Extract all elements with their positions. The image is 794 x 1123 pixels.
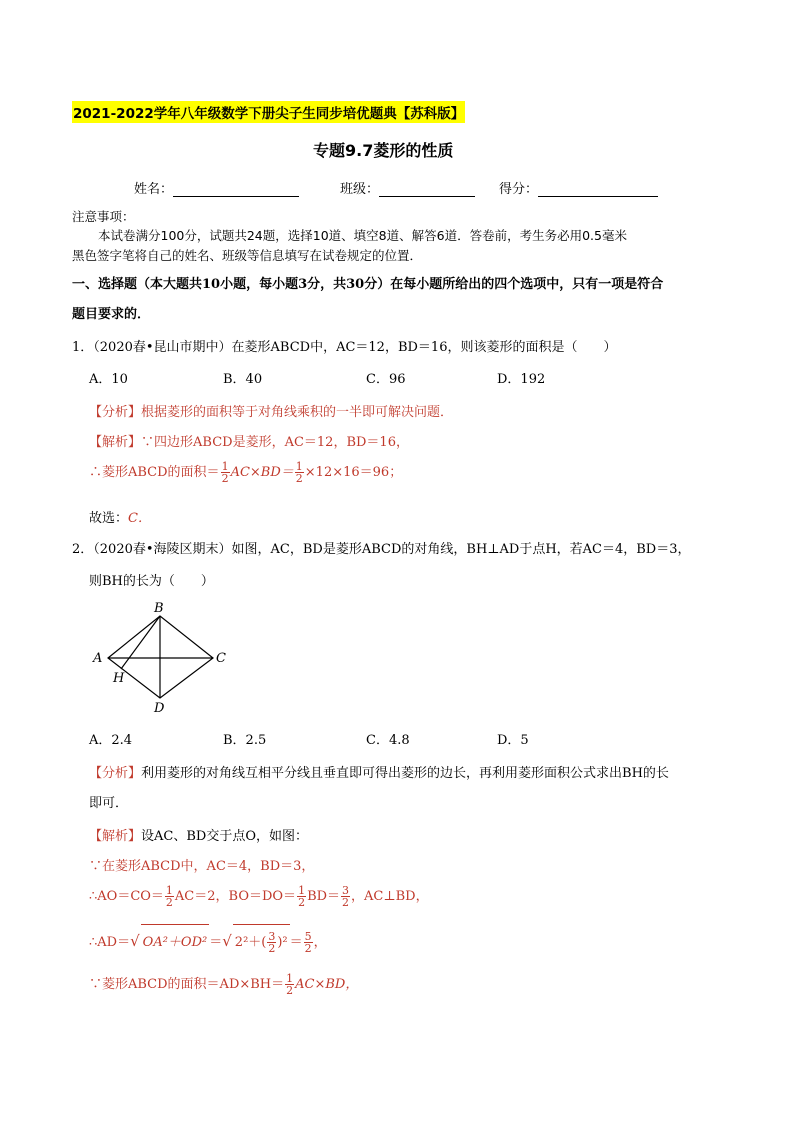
q1-solution-text1: ∵四边形ABCD是菱形，AC＝12，BD＝16，	[141, 435, 409, 450]
q1-solution-text2a: ∴菱形ABCD的面积＝	[89, 465, 220, 480]
q1-solution-line2	[89, 458, 402, 488]
q2-option-a: A．2.4	[89, 733, 133, 748]
q2-solution-tag: 【解析】	[89, 829, 142, 844]
q1-option-a: A．10	[89, 372, 128, 387]
frac-numerator: 5	[304, 930, 312, 943]
q2-solution-line4	[89, 923, 327, 961]
q1-stem: 1．（2020春•昆山市期中）在菱形ABCD中，AC＝12，BD＝16，则该菱形的面积是（ ）	[72, 340, 617, 355]
q1-solution-line1	[89, 431, 409, 450]
frac-denominator: 2	[342, 896, 350, 909]
q2-solution-line1	[89, 825, 308, 844]
q1-analysis-tag: 【分析】	[89, 405, 142, 420]
q2-rhombus-figure	[88, 598, 238, 718]
q2-solution-line5	[89, 968, 358, 1002]
q2-solution-line2: ∵在菱形ABCD中，AC＝4，BD＝3，	[89, 859, 315, 874]
q1-analysis	[89, 401, 453, 420]
q2-fraction-five-halves	[304, 931, 313, 954]
frac-denominator: 2	[304, 942, 312, 955]
q2-fraction-three-halves	[341, 885, 350, 908]
q2-option-d: D．5	[497, 733, 529, 748]
class-field	[340, 178, 475, 197]
q2-fraction-three-halves-2	[267, 931, 276, 954]
q2-fraction-half-1	[165, 885, 174, 908]
frac-numerator: 3	[342, 884, 350, 897]
frac-numerator: 1	[298, 884, 306, 897]
frac-denominator: 2	[298, 896, 306, 909]
section1-heading-line1: 一、选择题（本大题共10小题，每小题3分，共30分）在每小题所给出的四个选项中，只有一项是符合	[72, 277, 664, 292]
frac-denominator: 2	[268, 942, 276, 955]
q1-solution-tag: 【解析】	[89, 435, 142, 450]
q2-analysis-line2: 即可．	[89, 796, 129, 811]
q2-solution-text1: 设AC、BD交于点O，如图：	[141, 829, 308, 844]
q1-option-d: D．192	[497, 372, 546, 387]
notes-body-line2: 黑色签字笔将自己的姓名、班级等信息填写在试卷规定的位置．	[72, 248, 423, 263]
q1-option-b: B．40	[223, 372, 263, 387]
q2-solution-text5b: AC×BD，	[295, 977, 359, 992]
q2-solution-text5a: ∵菱形ABCD的面积＝AD×BH＝	[89, 977, 285, 992]
q2-stem-line1: 2．（2020春•海陵区期末）如图，AC，BD是菱形ABCD的对角线，BH⊥AD于点H，若AC＝4，BD＝3，	[72, 542, 691, 557]
q1-fraction-half-1	[221, 461, 230, 484]
document-title: 专题9.7菱形的性质	[313, 141, 454, 160]
score-field	[499, 178, 658, 197]
frac-denominator: 2	[165, 896, 173, 909]
q1-analysis-text: 根据菱形的面积等于对角线乘积的一半即可解决问题．	[141, 405, 454, 420]
sqrt-symbol-2: √	[222, 932, 232, 950]
header-series-tag: 2021-2022学年八年级数学下册尖子生同步培优题典【苏科版】	[72, 101, 465, 123]
frac-numerator: 1	[295, 460, 303, 473]
q2-solution-text3a: ∴AO＝CO＝	[89, 889, 164, 904]
q1-answer-value: C．	[128, 511, 151, 526]
q2-solution-text3c: BD＝	[307, 889, 341, 904]
q2-analysis-line1	[89, 762, 669, 781]
q2-fraction-half-2	[297, 885, 306, 908]
frac-numerator: 1	[221, 460, 229, 473]
frac-denominator: 2	[221, 472, 229, 485]
q2-fraction-half-3	[285, 973, 294, 996]
class-label: 班级：	[340, 182, 380, 197]
q2-solution-text4d: 2²＋(	[234, 935, 267, 950]
q2-equals-1: ＝	[209, 935, 223, 950]
sqrt-symbol: √	[130, 932, 140, 950]
q1-fraction-half-2	[295, 461, 304, 484]
frac-denominator: 2	[295, 472, 303, 485]
q2-solution-text4e: )²	[277, 935, 288, 950]
q1-solution-text2c: ×12×16＝96；	[304, 465, 403, 480]
section1-heading-line2: 题目要求的．	[72, 307, 151, 322]
score-label: 得分：	[499, 182, 539, 197]
name-label: 姓名：	[134, 182, 174, 197]
q2-solution-text4a: ∴AD＝	[89, 935, 131, 950]
class-blank	[379, 184, 475, 197]
label-d: D	[154, 701, 165, 716]
q1-answer-label: 故选：	[89, 511, 129, 526]
score-blank	[538, 184, 658, 197]
q2-analysis-tag: 【分析】	[89, 766, 142, 781]
q2-solution-text4g: ，	[313, 935, 327, 950]
q2-sqrt-2-32	[233, 924, 290, 961]
label-a: A	[93, 651, 103, 666]
name-field	[134, 178, 299, 197]
label-h: H	[113, 671, 125, 686]
q2-solution-text3b: AC＝2，BO＝DO＝	[174, 889, 297, 904]
q1-solution-text2b: AC×BD＝	[230, 465, 294, 480]
q2-equals-2: ＝	[289, 935, 303, 950]
label-b: B	[154, 601, 164, 616]
q1-answer	[89, 507, 151, 526]
frac-numerator: 1	[165, 884, 173, 897]
notes-body-line1: 本试卷满分100分，试题共24题，选择10道、填空8道、解答6道．答卷前，考生务必用0.5毫米	[98, 228, 627, 243]
q2-sqrt-oa-od: OA²＋OD²	[141, 924, 210, 961]
name-blank	[173, 184, 299, 197]
frac-denominator: 2	[286, 984, 294, 997]
q1-option-c: C．96	[366, 372, 406, 387]
q2-option-b: B．2.5	[223, 733, 267, 748]
frac-numerator: 3	[268, 930, 276, 943]
q2-option-c: C．4.8	[366, 733, 410, 748]
label-c: C	[216, 651, 226, 666]
q2-solution-text3d: ，AC⊥BD，	[351, 889, 429, 904]
notes-title: 注意事项：	[72, 209, 135, 224]
q2-analysis-text1: 利用菱形的对角线互相平分线且垂直即可得出菱形的边长，再利用菱形面积公式求出BH的长	[141, 766, 669, 781]
q2-solution-line3	[89, 880, 429, 914]
frac-numerator: 1	[286, 972, 294, 985]
q2-stem-line2: 则BH的长为（ ）	[89, 574, 214, 589]
